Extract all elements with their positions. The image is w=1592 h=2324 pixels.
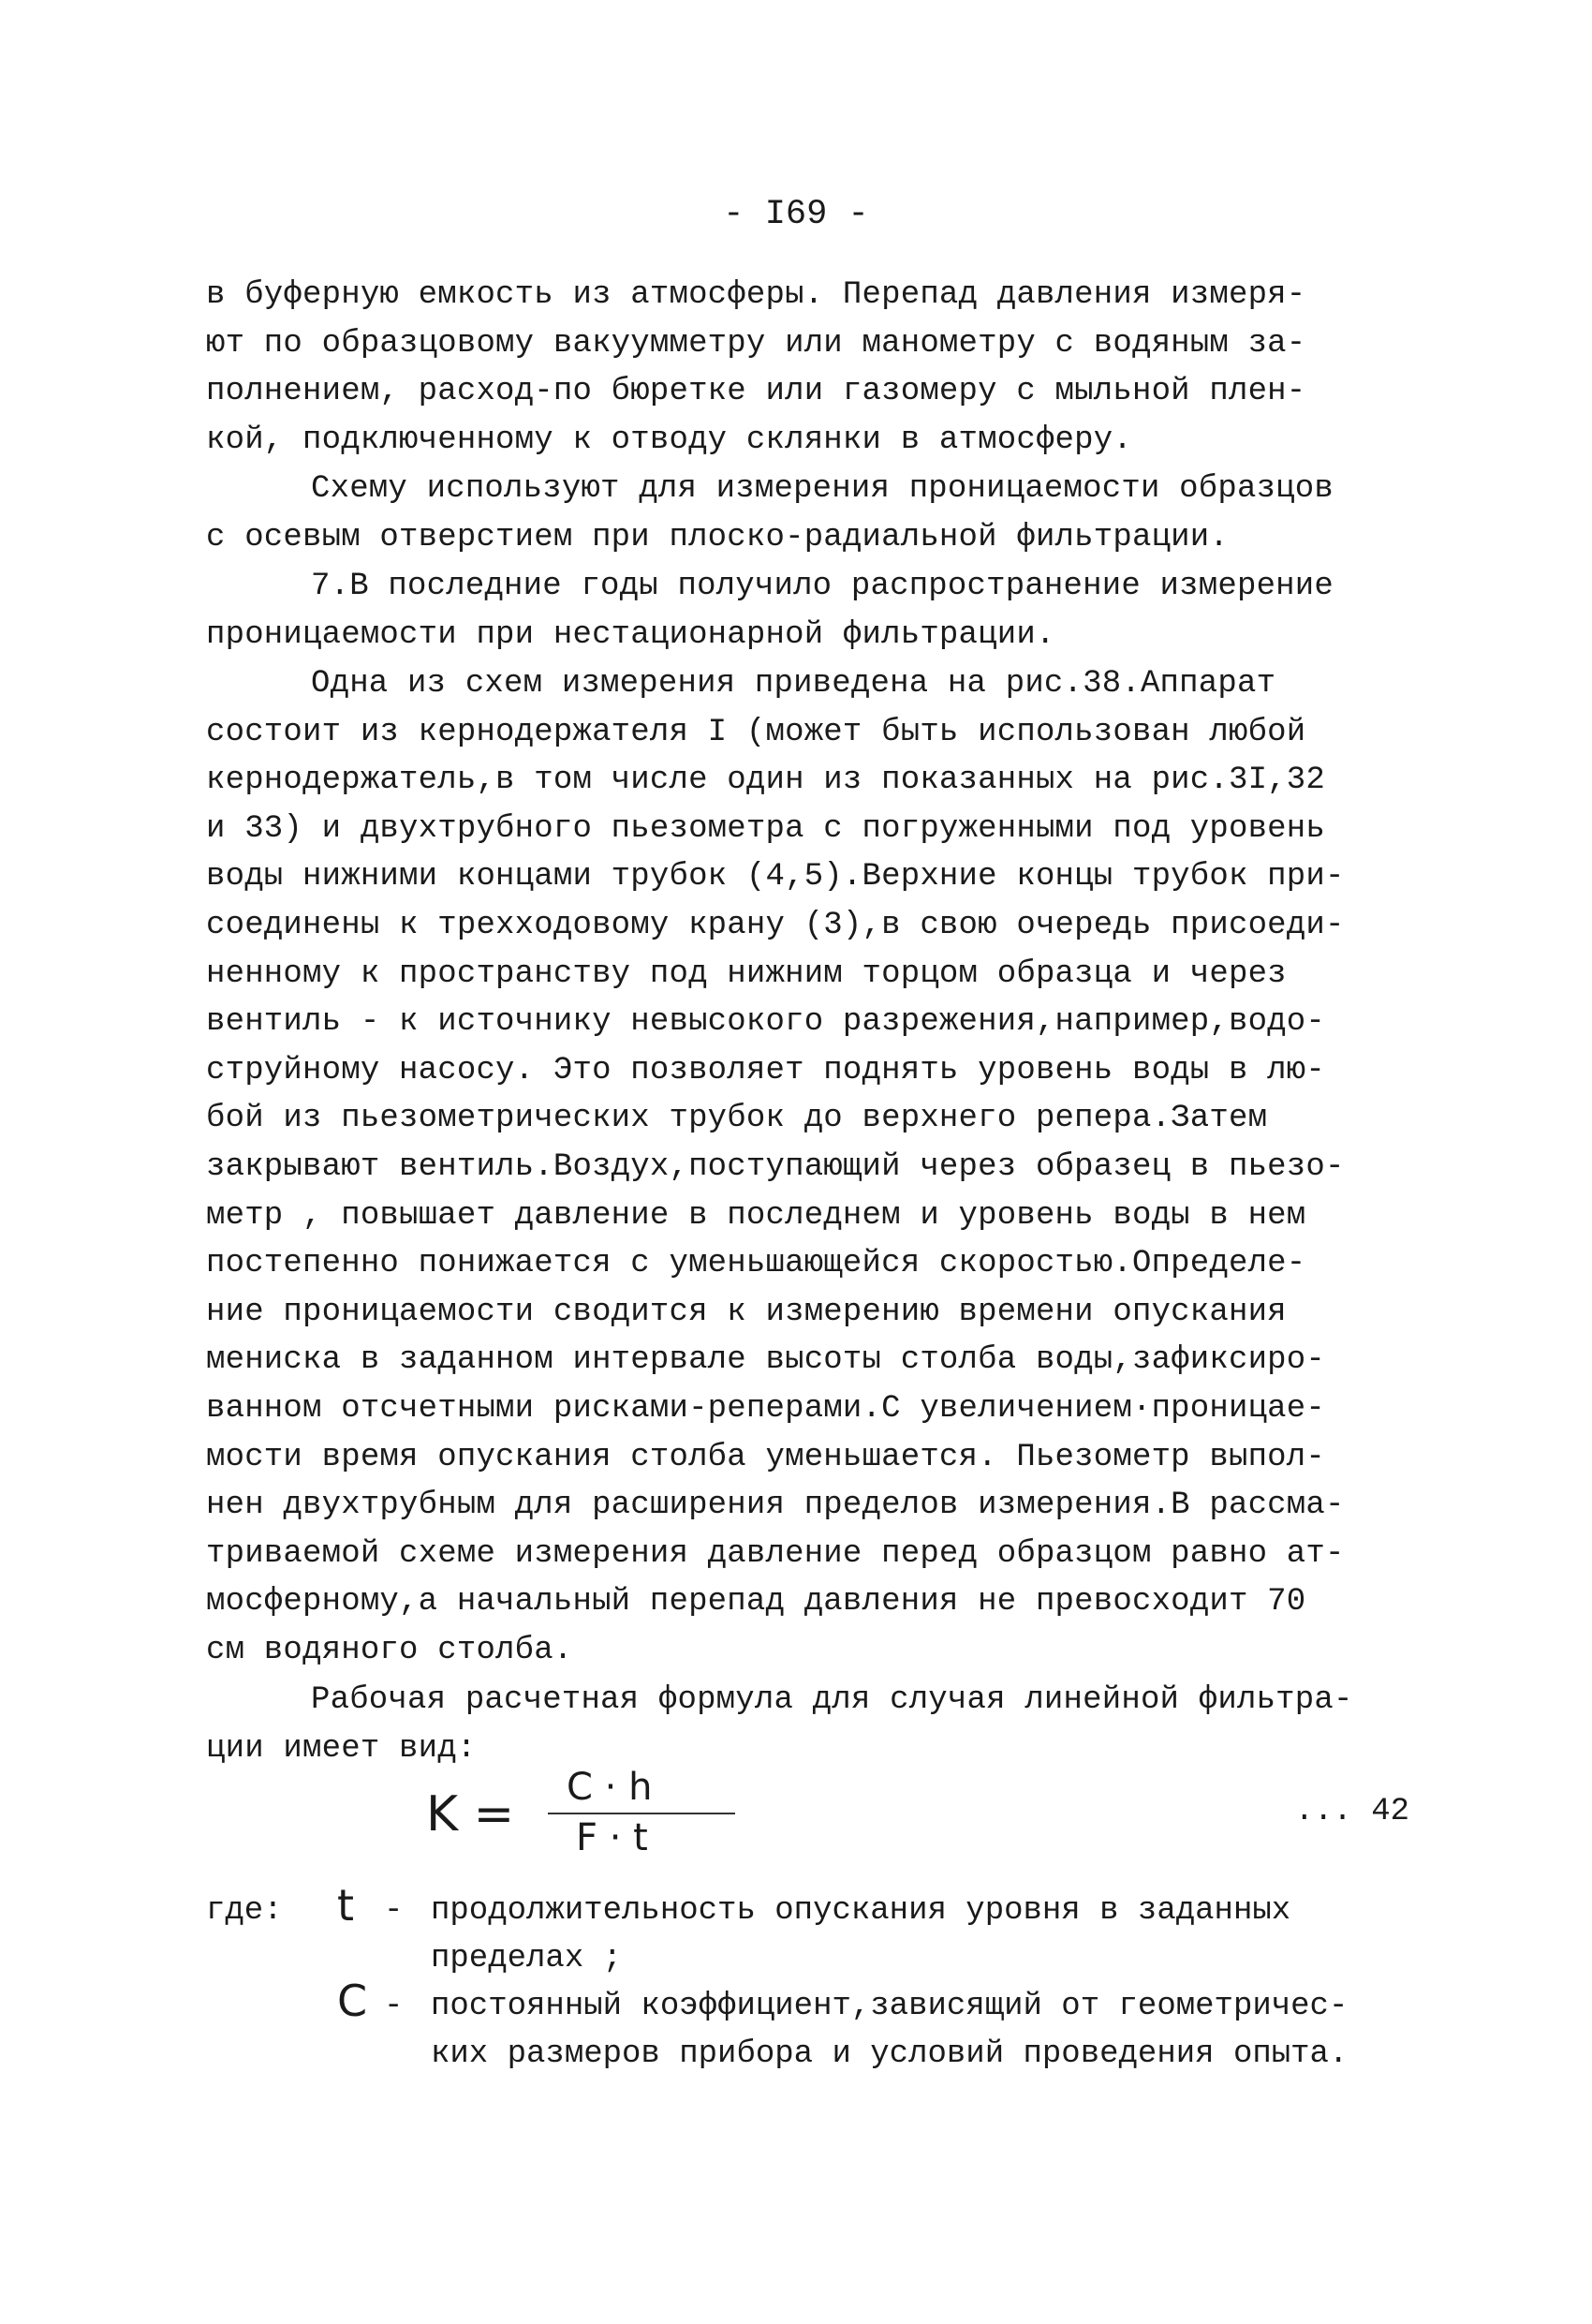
definition-symbol: t	[337, 1880, 355, 1931]
text-line: Рабочая расчетная формула для случая линейной фильтра-	[311, 1682, 1353, 1718]
formula-fraction	[548, 1766, 735, 1859]
text-line: и 33) и двухтрубного пьезометра с погруженными под уровень	[206, 810, 1325, 847]
text-line: 7.В последние годы получило распространение измерение	[311, 569, 1334, 604]
text-line: постепенно понижается с уменьшающейся скоростью.Определе-	[206, 1246, 1306, 1282]
definition-symbol: C	[337, 1976, 368, 2026]
text-line: бой из пьезометрических трубок до верхнего репера.Затем	[206, 1101, 1268, 1137]
definitions	[206, 1880, 1423, 2079]
definition-dash: -	[384, 1989, 404, 2024]
definition-item	[206, 1976, 1423, 2079]
definition-line: продолжительность опускания уровня в заданных	[431, 1893, 1291, 1929]
text-line: воды нижними концами трубок (4,5).Верхние концы трубок при-	[206, 859, 1345, 896]
text-line: мосферному,а начальный перепад давления не превосходит 70	[206, 1584, 1306, 1621]
paragraph-nonstationary	[206, 563, 1423, 659]
text-line: см водяного столба.	[206, 1632, 573, 1668]
definition-line: ких размеров прибора и условий проведения опыта.	[431, 2036, 1349, 2072]
text-line: метр , повышает давление в последнем и уровень воды в нем	[206, 1197, 1306, 1234]
text-line: ненному к пространству под нижним торцом образца и через	[206, 955, 1287, 992]
formula-42	[426, 1766, 1409, 1869]
definition-text	[431, 1887, 1290, 1983]
definition-line: постоянный коэффициент,зависящий от геометричес-	[431, 1989, 1349, 2024]
text-line: закрывают вентиль.Воздух,поступающий через образец в пьезо-	[206, 1148, 1345, 1185]
formula-denominator: F · t	[576, 1816, 648, 1859]
text-line: ют по образцовому вакуумметру или манометру с водяным за-	[206, 325, 1306, 362]
text-line: полнением, расход-по бюретке или газомеру с мыльной плен-	[206, 374, 1306, 410]
text-line: вентиль - к источнику невысокого разрежения,например,водо-	[206, 1004, 1325, 1041]
text-line: соединены к трехходовому крану (3),в свою очередь присоеди-	[206, 907, 1345, 943]
paragraph-continuation	[206, 272, 1423, 465]
text-line: мости время опускания столба уменьшается. Пьезометр выпол-	[206, 1439, 1325, 1475]
text-line: мениска в заданном интервале высоты столба воды,зафиксиро-	[206, 1342, 1325, 1379]
text-line: триваемой схеме измерения давление перед образцом равно ат-	[206, 1535, 1345, 1572]
page-number: - I69 -	[723, 195, 869, 234]
equation-number: ... 42	[1294, 1794, 1409, 1829]
formula-lhs: K =	[426, 1786, 515, 1843]
text-line: ванном отсчетными рисками-реперами.С увеличением·проницае-	[206, 1390, 1325, 1427]
fraction-bar	[548, 1813, 735, 1814]
text-line: Одна из схем измерения приведена на рис.38.Аппарат	[311, 666, 1276, 702]
text-line: нен двухтрубным для расширения пределов измерения.В рассма-	[206, 1488, 1345, 1524]
text-line: состоит из кернодержателя I (может быть использован любой	[206, 714, 1306, 750]
text-line: проницаемости при нестационарной фильтрации.	[206, 616, 1055, 653]
definition-line: пределах ;	[431, 1941, 623, 1976]
text-line: ние проницаемости сводится к измерению времени опускания	[206, 1294, 1287, 1330]
text-line: Схему используют для измерения проницаемости образцов	[311, 471, 1334, 507]
text-line: кой, подключенному к отводу склянки в атмосферу.	[206, 422, 1132, 458]
text-line: с осевым отверстием при плоско-радиальной фильтрации.	[206, 519, 1229, 555]
paragraph-scheme-usage	[206, 466, 1423, 562]
paragraph-formula-intro	[206, 1677, 1423, 1773]
definition-dash: -	[384, 1893, 404, 1929]
definition-text	[431, 1983, 1348, 2079]
definitions-label: где:	[206, 1893, 283, 1929]
text-line: кернодержатель,в том числе один из показанных на рис.3I,32	[206, 762, 1325, 799]
formula-numerator: C · h	[567, 1766, 653, 1809]
paragraph-apparatus	[206, 660, 1423, 1675]
text-line: ции имеет вид:	[206, 1730, 477, 1767]
definition-item	[206, 1880, 1423, 1983]
text-line: в буферную емкость из атмосферы. Перепад давления измеря-	[206, 277, 1306, 313]
text-line: струйному насосу. Это позволяет поднять уровень воды в лю-	[206, 1052, 1325, 1088]
